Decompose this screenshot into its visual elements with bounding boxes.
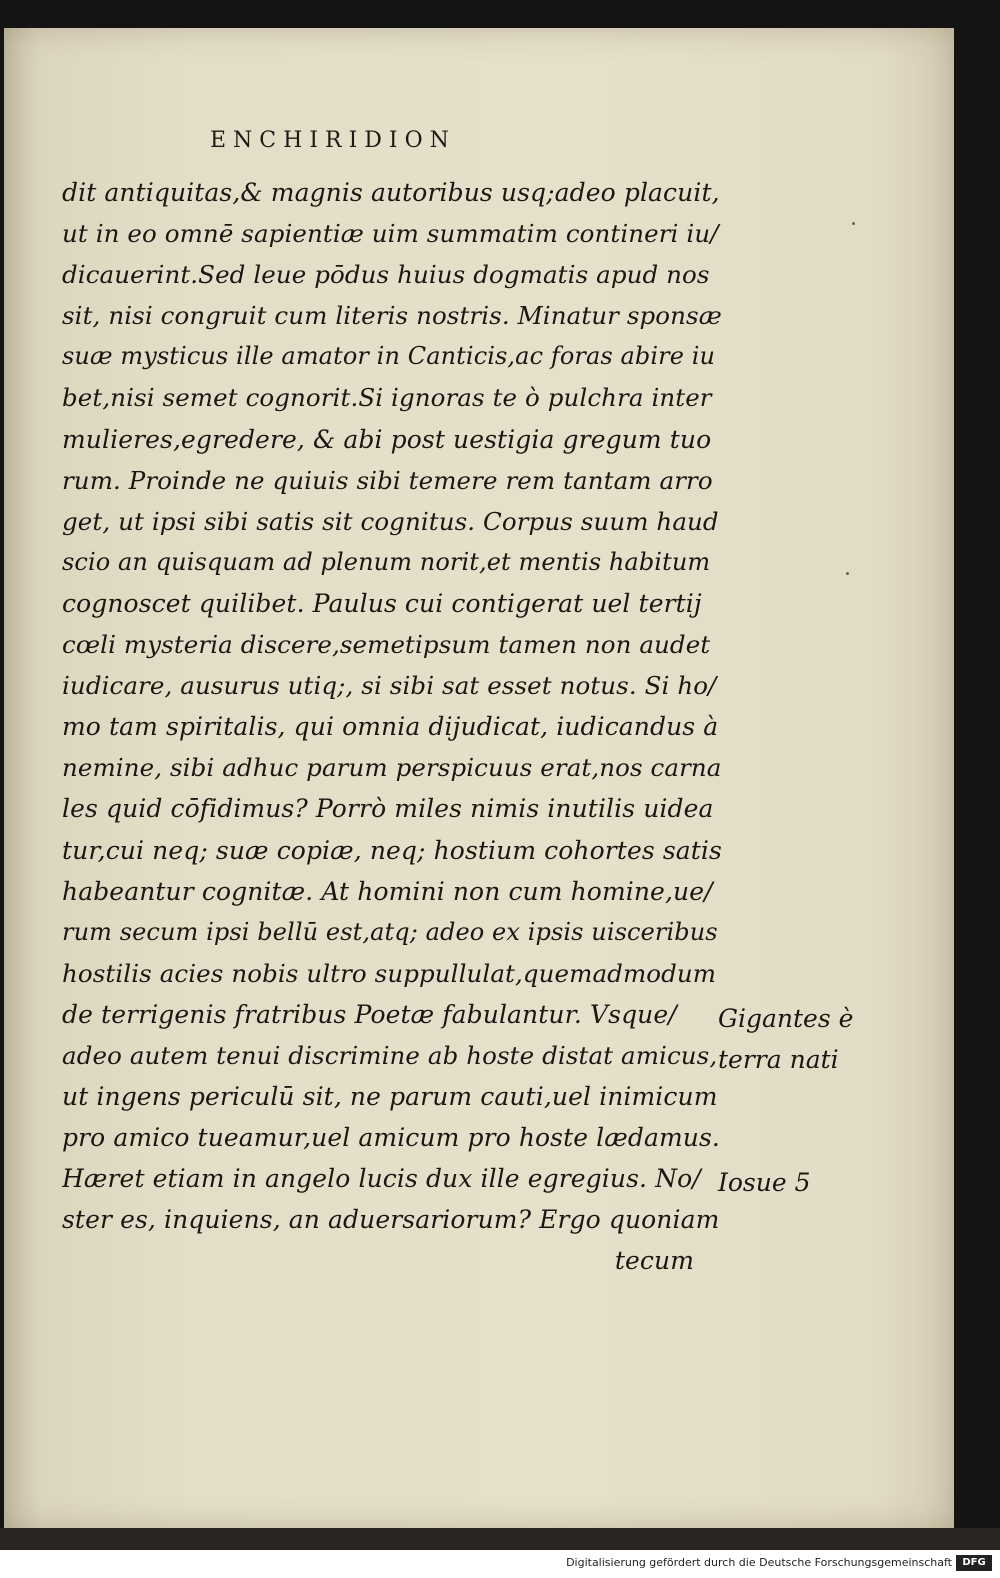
text-line: cœli mysteria discere,semetipsum tamen non audet [62, 630, 711, 660]
body-text [62, 172, 722, 1282]
text-line: adeo autem tenui discrimine ab hoste distat amicus, [62, 1040, 718, 1070]
paper-speck [852, 222, 855, 225]
text-line: tur,cui neq; suæ copiæ, neq; hostium cohortes satis [62, 835, 722, 865]
marginal-note-terra-nati: terra nati [718, 1045, 839, 1074]
marginal-note-gigantes: Gigantes è [718, 1004, 854, 1033]
text-line: sit, nisi congruit cum literis nostris. Minatur sponsæ [62, 301, 722, 331]
text-line: bet,nisi semet cognorit.Si ignoras te ò pulchra inter [62, 383, 712, 413]
text-line: rum. Proinde ne quiuis sibi temere rem tantam arro [62, 465, 713, 495]
text-line: pro amico tueamur,uel amicum pro hoste lædamus. [62, 1123, 720, 1153]
text-line: hostilis acies nobis ultro suppullulat,quemadmodum [62, 958, 717, 988]
text-line: rum secum ipsi bellū est,atq; adeo ex ipsis uisceribus [62, 917, 718, 946]
paper-speck [846, 572, 849, 575]
running-head: ENCHIRIDION [210, 128, 456, 153]
text-line: suæ mysticus ille amator in Canticis,ac foras abire iu [62, 342, 716, 371]
text-line: dicauerint.Sed leue pōdus huius dogmatis apud nos [62, 260, 710, 290]
text-line: les quid cōfidimus? Porrò miles nimis inutilis uidea [62, 794, 714, 824]
scan-border [0, 1528, 1000, 1550]
text-line: tecum [614, 1246, 694, 1276]
text-line: cognoscet quilibet. Paulus cui contigerat uel tertij [62, 588, 702, 618]
text-line: habeantur cognitæ. At homini non cum homine,ue/ [62, 876, 713, 906]
text-line: mo tam spiritalis, qui omnia dijudicat, iudicandus à [62, 712, 719, 742]
text-line: dit antiquitas,& magnis autoribus usq;adeo placuit, [62, 178, 720, 207]
text-line: mulieres,egredere, & abi post uestigia gregum tuo [62, 424, 712, 454]
dfg-logo: DFG [956, 1555, 992, 1571]
marginal-note-iosue: Iosue 5 [718, 1168, 811, 1197]
text-line: nemine, sibi adhuc parum perspicuus erat,nos carna [62, 753, 722, 783]
text-line: iudicare, ausurus utiq;, si sibi sat esset notus. Si ho/ [62, 671, 717, 701]
text-line: ut in eo omnē sapientiæ uim summatim contineri iu/ [62, 219, 719, 249]
text-line: ster es, inquiens, an aduersariorum? Ergo quoniam [62, 1205, 720, 1235]
footer-credit: Digitalisierung gefördert durch die Deutsche Forschungsgemeinschaft [566, 1556, 952, 1569]
text-line: Hæret etiam in angelo lucis dux ille egregius. No/ [62, 1164, 701, 1194]
text-line: de terrigenis fratribus Poetæ fabulantur. Vsque/ [62, 999, 677, 1029]
text-line: ut ingens periculū sit, ne parum cauti,uel inimicum [62, 1082, 718, 1112]
text-line: get, ut ipsi sibi satis sit cognitus. Corpus suum haud [62, 506, 719, 536]
text-line: scio an quisquam ad plenum norit,et mentis habitum [62, 547, 711, 576]
